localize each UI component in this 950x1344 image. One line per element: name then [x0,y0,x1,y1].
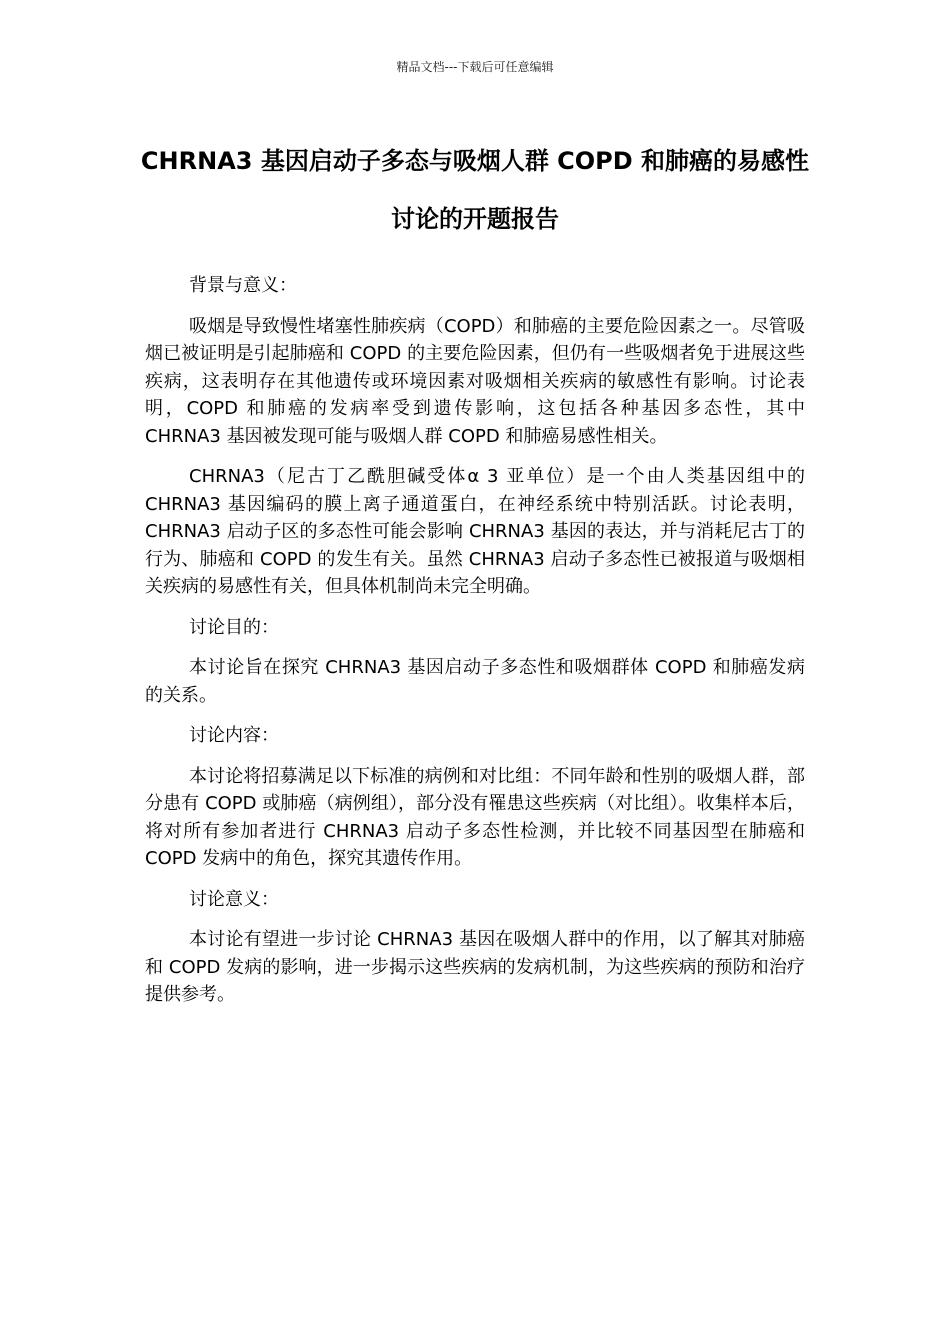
header-note: 精品文档---下载后可任意编辑 [396,60,554,74]
paragraph-background-1: 吸烟是导致慢性堵塞性肺疾病（COPD）和肺癌的主要危险因素之一。尽管吸烟已被证明是引起肺癌和 COPD 的主要危险因素，但仍有一些吸烟者免于进展这些疾病，这表明存在其他遗传或环境因素对吸烟相关疾病的敏感性有影响。讨论表明，COPD 和肺癌的发病率受到遗传影响，这包括各种基因多态性，其中 CHRNA3 基因被发现可能与吸烟人群 COPD 和肺癌易感性相关。 [145,315,805,447]
section-heading-purpose: 讨论目的： [189,616,279,638]
paragraph-background-2: CHRNA3（尼古丁乙酰胆碱受体α 3 亚单位）是一个由人类基因组中的 CHRNA3 基因编码的膜上离子通道蛋白，在神经系统中特别活跃。讨论表明，CHRNA3 启动子区的多态性可能会影响 CHRNA3 基因的表达，并与消耗尼古丁的行为、肺癌和 COPD 的发生有关。虽然 CHRNA3 启动子多态性已被报道与吸烟相关疾病的易感性有关，但具体机制尚未完全明确。 [145,466,805,597]
paragraph-significance: 本讨论有望进一步讨论 CHRNA3 基因在吸烟人群中的作用，以了解其对肺癌和 COPD 发病的影响，进一步揭示这些疾病的发病机制，为这些疾病的预防和治疗提供参考。 [145,929,805,1005]
section-heading-significance: 讨论意义： [189,888,279,910]
paragraph-purpose: 本讨论旨在探究 CHRNA3 基因启动子多态性和吸烟群体 COPD 和肺癌发病的关系。 [145,657,805,706]
document-title: CHRNA3 基因启动子多态与吸烟人群 COPD 和肺癌的易感性讨论的开题报告 [140,147,810,233]
section-heading-content: 讨论内容： [189,725,279,746]
paragraph-content: 本讨论将招募满足以下标准的病例和对比组：不同年龄和性别的吸烟人群，部分患有 COPD 或肺癌（病例组），部分没有罹患这些疾病（对比组）。收集样本后，将对所有参加者进行 CHRNA3 启动子多态性检测，并比较不同基因型在肺癌和 COPD 发病中的角色，探究其遗传作用。 [145,765,805,869]
document-body [145,272,805,1022]
section-heading-background: 背景与意义： [189,275,297,296]
